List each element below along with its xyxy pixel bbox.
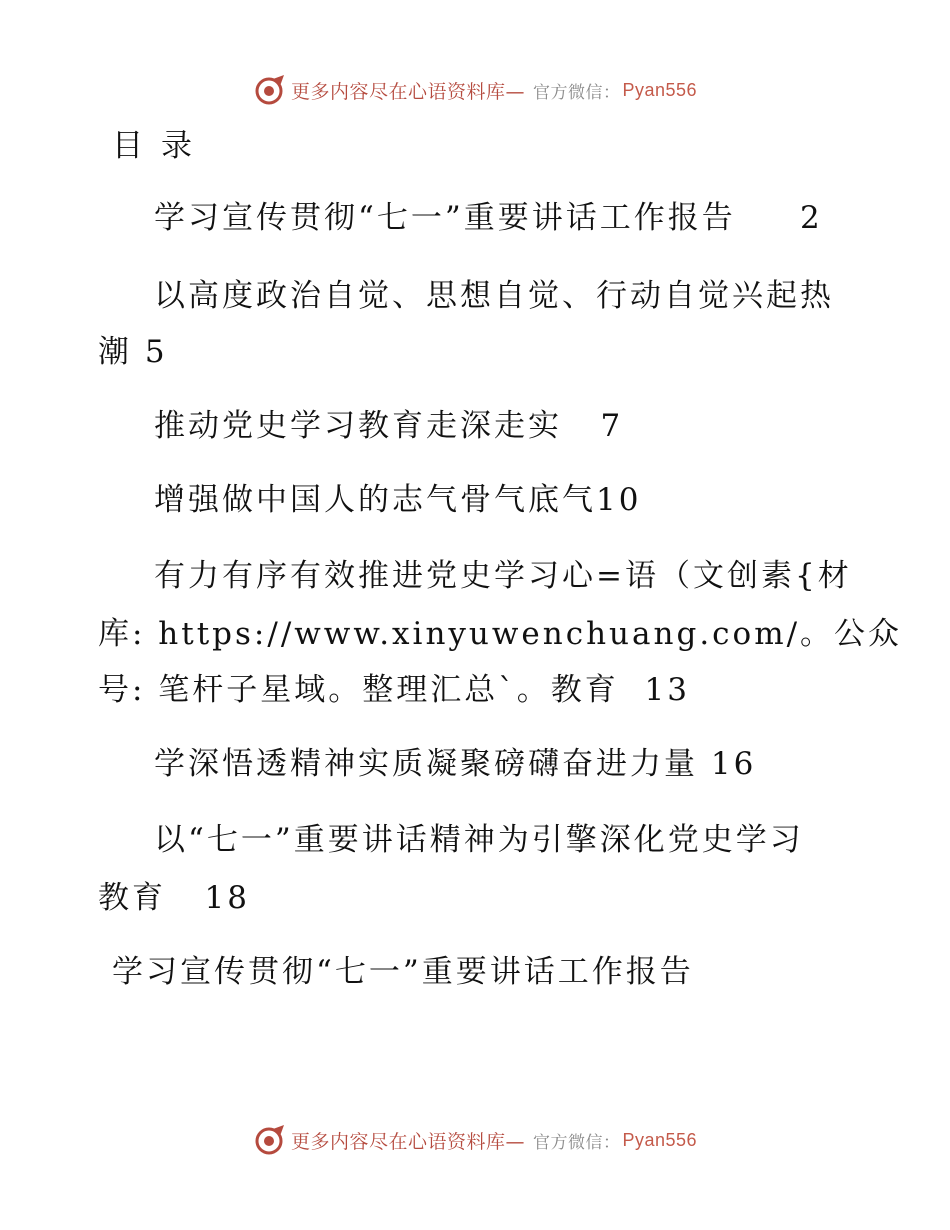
toc-entry: 学深悟透精神实质凝聚磅礴奋进力量 16	[154, 746, 757, 782]
toc-heading: 目录	[112, 128, 210, 164]
toc-entry-continuation: 潮 5	[98, 334, 168, 370]
toc-entry: 有力有序有效推进党史学习心=语（文创素{材	[154, 558, 852, 594]
banner-text: 更多内容尽在心语资料库—	[290, 80, 525, 103]
banner-wechat-id: Pyan556	[622, 1129, 698, 1150]
banner-wechat-label: 官方微信：	[532, 82, 621, 103]
toc-entry-continuation: 教育 18	[98, 880, 251, 916]
section-title: 学习宣传贯彻“七一”重要讲话工作报告	[112, 954, 694, 990]
banner-wechat-id: Pyan556	[622, 79, 698, 100]
toc-entry: 以高度政治自觉、思想自觉、行动自觉兴起热	[154, 278, 834, 314]
pen-logo-icon	[253, 73, 287, 107]
toc-entry-continuation: 库: https://www.xinyuwenchuang.com/。公众	[98, 616, 903, 652]
toc-entry: 增强做中国人的志气骨气底气10	[154, 482, 642, 518]
toc-entry-continuation: 号: 笔杆子星域。整理汇总`。教育 13	[98, 672, 690, 708]
toc-entry: 以“七一”重要讲话精神为引擎深化党史学习	[154, 822, 804, 858]
banner-text: 更多内容尽在心语资料库—	[290, 1130, 525, 1153]
banner-wechat-label: 官方微信：	[532, 1132, 621, 1153]
header-banner	[0, 70, 950, 110]
pen-logo-icon	[253, 1123, 287, 1157]
footer-banner	[0, 1120, 950, 1160]
toc-entry: 学习宣传贯彻“七一”重要讲话工作报告 2	[154, 200, 823, 236]
toc-entry: 推动党史学习教育走深走实 7	[154, 408, 624, 444]
